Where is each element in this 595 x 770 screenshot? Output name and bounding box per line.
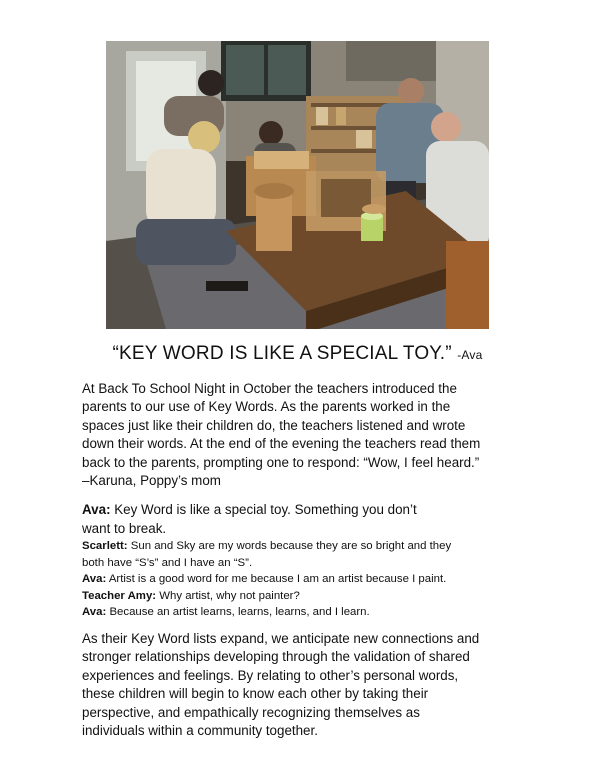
closing-line: experiences and feelings. By relating to other’s personal words, [82, 667, 459, 683]
quote-text: Because an artist learns, learns, learns, and I learn. [106, 606, 370, 618]
quote-speaker: Teacher Amy: [82, 589, 157, 602]
quote-speaker: Ava: [82, 502, 111, 517]
quote-text: Sun and Sky are my words because they are so bright and they [127, 540, 452, 552]
quote-text: Why artist, why not painter? [156, 589, 300, 602]
quote-line [82, 571, 542, 588]
intro-line: parents to our use of Key Words. As the parents worked in the [82, 399, 451, 415]
quote-line [82, 520, 542, 539]
headline-text: “KEY WORD IS LIKE A SPECIAL TOY.” [112, 343, 452, 364]
classroom-photo-illustration [106, 41, 489, 329]
headline-attribution: -Ava [457, 348, 483, 362]
children-quotes [82, 501, 542, 621]
quote-line [82, 588, 542, 605]
quote-speaker: Scarlett: [82, 540, 128, 552]
intro-paragraph [82, 380, 532, 490]
intro-line: –Karuna, Poppy’s mom [82, 473, 221, 489]
closing-line: perspective, and empathically recognizing themselves as [82, 704, 420, 720]
intro-line: back to the parents, prompting one to respond: “Wow, I feel heard.” [82, 454, 480, 470]
closing-line: individuals within a community together. [82, 723, 318, 739]
quote-line [82, 538, 542, 555]
closing-paragraph [82, 630, 532, 740]
intro-line: down their words. At the end of the evening the teachers read them [82, 436, 481, 452]
intro-line: At Back To School Night in October the teachers introduced the [82, 381, 457, 396]
quote-line [82, 555, 542, 572]
intro-line: spaces just like their children do, the teachers listened and wrote [82, 417, 466, 433]
headline-quote [0, 343, 595, 365]
quote-speaker: Ava: [82, 606, 107, 618]
quote-speaker: Ava: [82, 573, 107, 585]
quote-text: Key Word is like a special toy. Something you don’t [110, 502, 417, 517]
quote-text: want to break. [82, 520, 167, 536]
quote-line [82, 604, 542, 621]
quote-text: Artist is a good word for me because I am an artist because I paint. [106, 573, 447, 585]
closing-line: these children will begin to know each other by taking their [82, 686, 429, 702]
closing-line: stronger relationships developing through the validation of shared [82, 649, 470, 665]
classroom-photo [106, 41, 489, 329]
quote-line [82, 501, 542, 520]
quote-text: both have “S’s” and I have an “S”. [82, 556, 253, 569]
closing-line: As their Key Word lists expand, we anticipate new connections and [82, 631, 480, 646]
